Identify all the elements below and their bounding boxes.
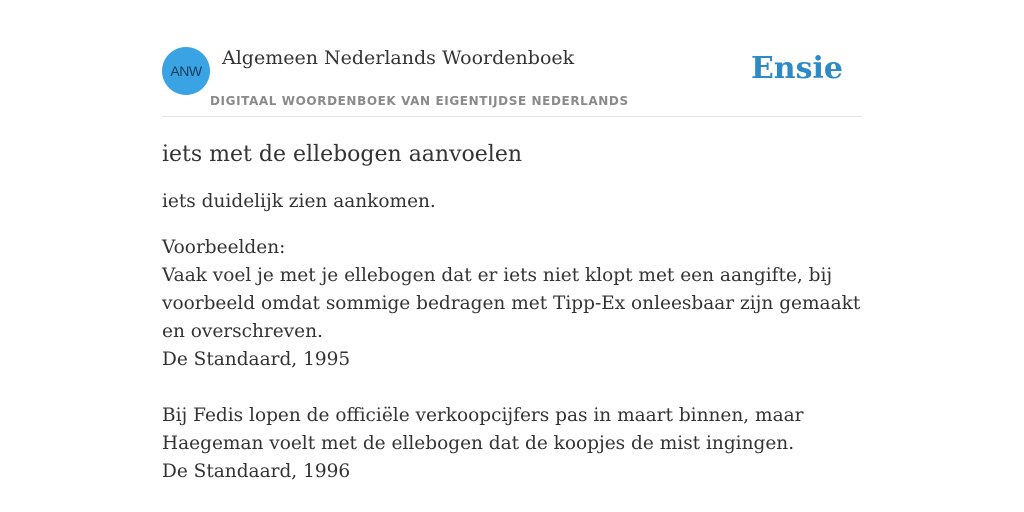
entry-term: iets met de ellebogen aanvoelen [162,142,523,167]
site-title[interactable]: Algemeen Nederlands Woordenboek [222,47,575,69]
examples-section [162,234,862,486]
site-header [162,46,862,117]
entry-definition: iets duidelijk zien aankomen. [162,191,436,212]
example-item [162,402,862,486]
example-text: Vaak voel je met je ellebogen dat er iets niet klopt met een aangifte, bij voorbeeld omdat sommige bedragen met Tipp-Ex onleesbaar zijn gemaakt en overschreven. [162,265,861,342]
example-item [162,262,862,374]
example-source: De Standaard, 1996 [162,461,351,482]
site-subtitle: DIGITAAL WOORDENBOEK VAN EIGENTIJDSE NEDERLANDS [210,94,629,108]
ensie-logo[interactable]: Ensie [750,51,843,86]
examples-label: Voorbeelden: [162,237,286,258]
example-source: De Standaard, 1995 [162,349,351,370]
entry-content [162,140,862,486]
example-text: Bij Fedis lopen de officiële verkoopcijfers pas in maart binnen, maar Haegeman voelt met de ellebogen dat de koopjes de mist ingingen. [162,405,804,454]
anw-logo[interactable]: ANW [162,47,210,95]
